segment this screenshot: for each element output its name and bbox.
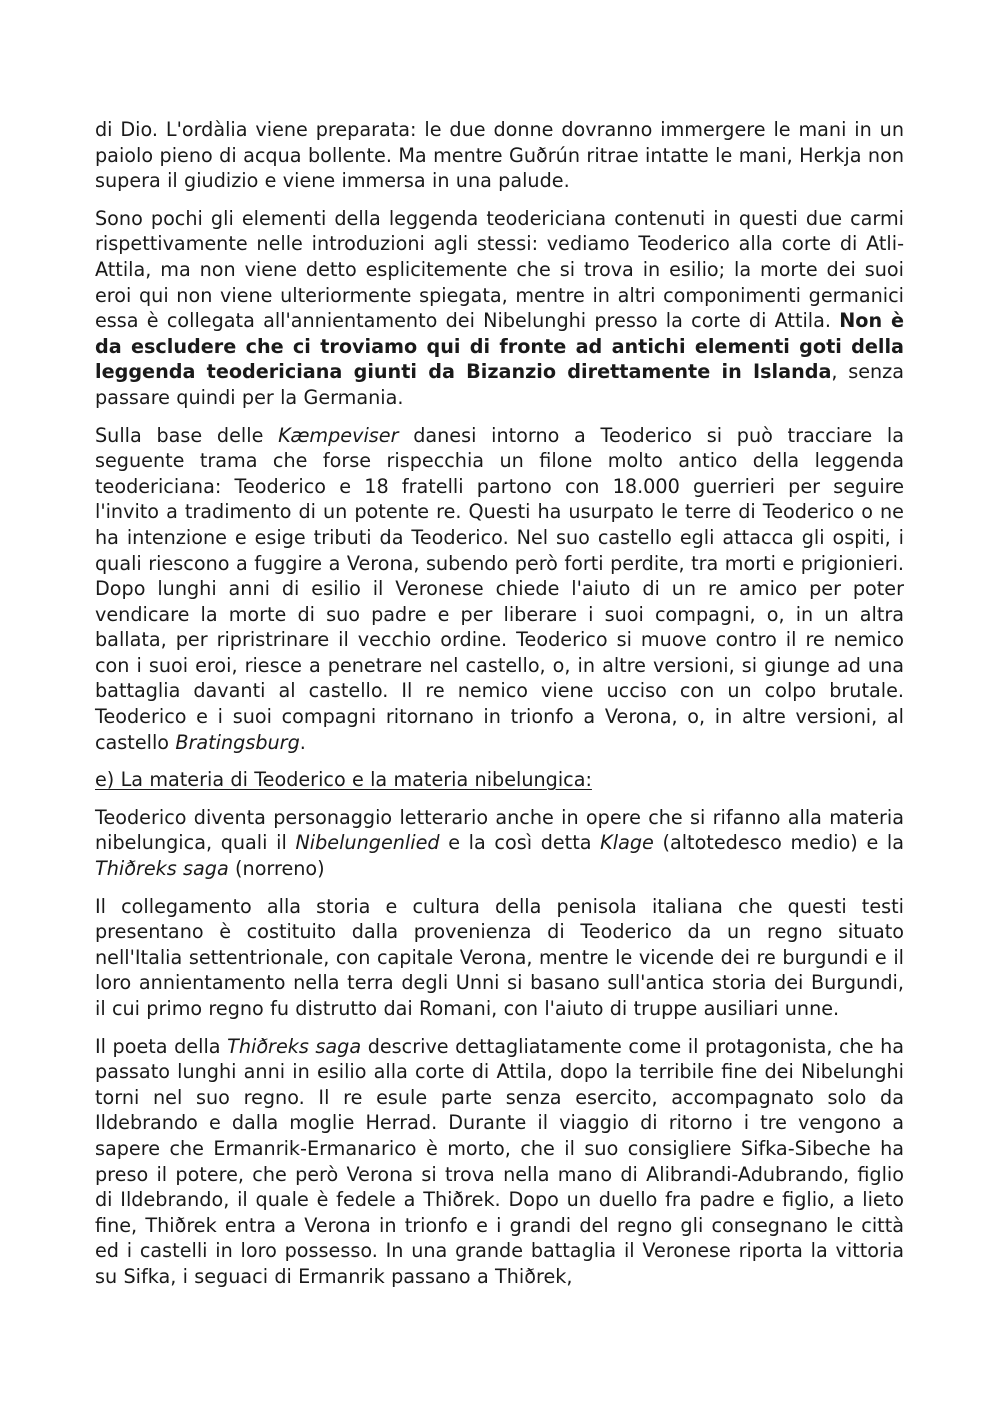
heading-text: e) La materia di Teoderico e la materia nibelungica: bbox=[95, 768, 592, 792]
italic-text: Klage bbox=[600, 831, 654, 855]
document-page bbox=[95, 117, 904, 1302]
paragraph-text: Teoderico diventa personaggio letterario anche in opere che si rifanno alla materia nibelungica, quali il bbox=[95, 805, 904, 855]
paragraph-kaempeviser bbox=[95, 423, 904, 756]
paragraph-text: Il poeta della bbox=[95, 1034, 228, 1058]
section-heading bbox=[95, 767, 904, 793]
paragraph-teodericiana-elements bbox=[95, 206, 904, 411]
paragraph-text: danesi intorno a Teoderico si può tracciare la seguente trama che forse rispecchia un filone molto antico della leggenda teodericiana: Teoderico e 18 fratelli partono con 18.000 guerrieri per seguire l'invito a tradimento di un potente re. Questi ha usurpato le terre di Teoderico o ne ha intenzione e esige tributi da Teoderico. Nel suo castello egli attacca gli ospiti, i quali riescono a fuggire a Verona, subendo però forti perdite, tra morti e prigionieri. Dopo lunghi anni di esilio il Veronese chiede l'aiuto di un re amico per poter vendicare la morte di suo padre e per liberare i suoi compagni, o, in un altra ballata, per ripristrinare il vecchio ordine. Teoderico si muove contro il re nemico con i suoi eroi, riesce a penetrare nel castello, o, in altre versioni, si giunge ad una battaglia davanti al castello. Il re nemico viene ucciso con un colpo brutale. Teoderico e i suoi compagni ritornano in trionfo a Verona, o, in altre versioni, al castello bbox=[95, 423, 904, 754]
italic-text: Nibelungenlied bbox=[295, 831, 440, 855]
paragraph-text: . bbox=[299, 730, 306, 754]
paragraph-literary-character bbox=[95, 805, 904, 882]
bold-text: Non è da escludere che ci troviamo qui di fronte ad antichi elementi goti della leggenda teodericiana giunti da Bizanzio direttamente in Islanda bbox=[95, 309, 904, 384]
italic-text: Thiðreks saga bbox=[227, 1034, 362, 1058]
italic-text: Bratingsburg bbox=[175, 730, 300, 754]
paragraph-text: e la così detta bbox=[439, 831, 601, 855]
paragraph-text: (norreno) bbox=[228, 857, 325, 881]
italic-text: Thiðreks saga bbox=[95, 857, 229, 881]
paragraph-text: di Dio. L'ordàlia viene preparata: le due donne dovranno immergere le mani in un paiolo pieno di acqua bollente. Ma mentre Guðrún ritrae intatte le mani, Herkja non supera il giudizio e viene immersa in una palude. bbox=[95, 118, 904, 193]
paragraph-text: Il collegamento alla storia e cultura della penisola italiana che questi testi presentano è costituito dalla provenienza di Teoderico da un regno situato nell'Italia settentrionale, con capitale Verona, mentre le vicende dei re burgundi e il loro annientamento nella terra degli Unni si basano sull'antica storia dei Burgundi, il cui primo regno fu distrutto dai Romani, con l'aiuto di truppe ausiliari unne. bbox=[95, 894, 904, 1020]
paragraph-text: Sulla base delle bbox=[95, 423, 279, 447]
italic-text: Kæmpeviser bbox=[278, 423, 399, 447]
paragraph-text: (altotedesco medio) e la bbox=[653, 831, 904, 855]
paragraph-text: Sono pochi gli elementi della leggenda teodericiana contenuti in questi due carmi rispettivamente nelle introduzioni agli stessi: vediamo Teoderico alla corte di Atli-Attila, ma non viene detto esplicitemente che si trova in esilio; la morte dei suoi eroi qui non viene ulteriormente spiegata, mentre in altri componimenti germanici essa è collegata all'annientamento dei Nibelunghi presso la corte di Attila. bbox=[95, 206, 904, 333]
paragraph-thidreks-saga bbox=[95, 1034, 904, 1290]
paragraph-text: , senza passare quindi per la Germania. bbox=[95, 360, 904, 409]
paragraph-text: descrive dettagliatamente come il protagonista, che ha passato lunghi anni in esilio alla corte di Attila, dopo la terribile fine dei Nibelunghi torni nel suo regno. Il re esule parte senza esercito, accompagnato solo da Ildebrando e dalla moglie Herrad. Durante il viaggio di ritorno i tre vengono a sapere che Ermanrik-Ermanarico è morto, che il suo consigliere Sifka-Sibeche ha preso il potere, che però Verona si trova nella mano di Alibrandi-Adubrando, figlio di Ildebrando, il quale è fedele a Thiðrek. Dopo un duello fra padre e figlio, a lieto fine, Thiðrek entra a Verona in trionfo e i grandi del regno gli consegnano le città ed i castelli in loro possesso. In una grande battaglia il Veronese riporta la vittoria su Sifka, i seguaci di Ermanrik passano a Thiðrek, bbox=[95, 1034, 904, 1288]
paragraph-ordalia bbox=[95, 117, 904, 194]
paragraph-italian-connection bbox=[95, 894, 904, 1022]
